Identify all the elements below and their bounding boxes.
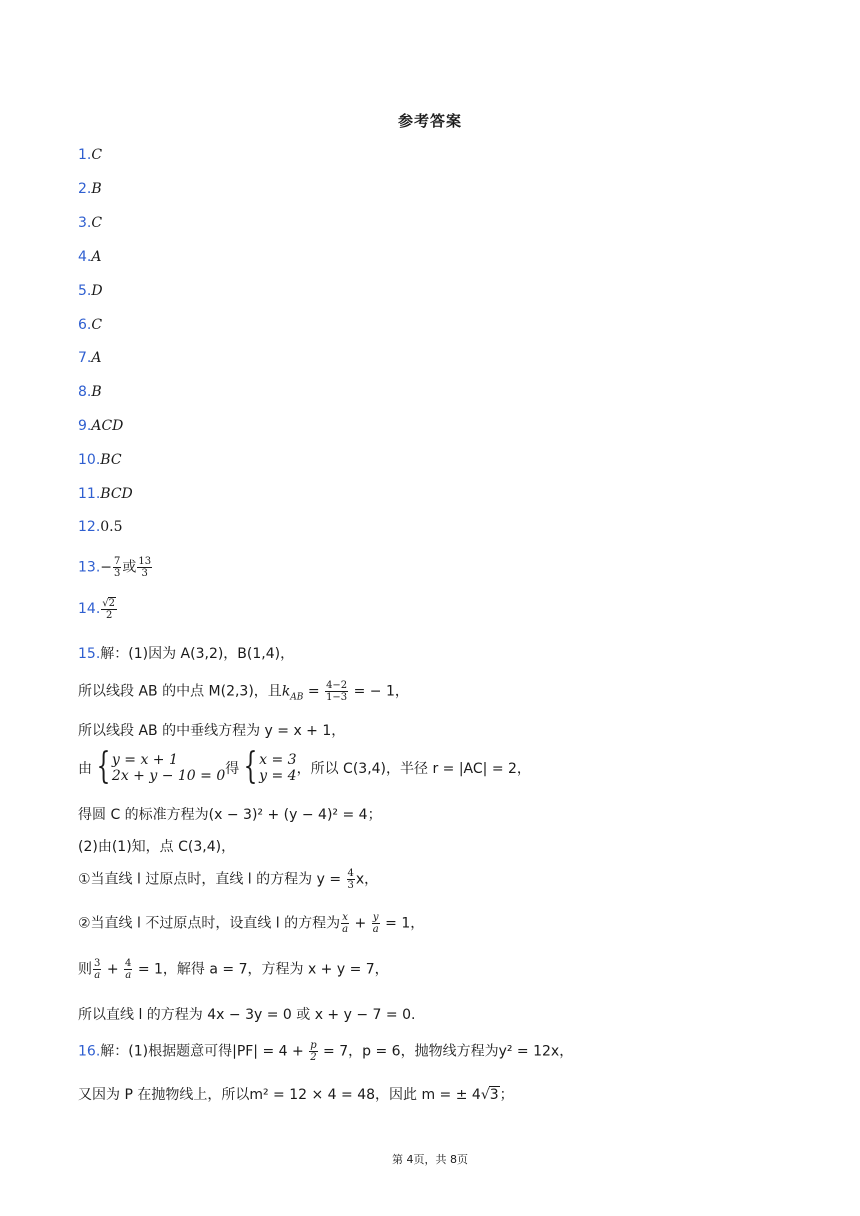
equation-system	[239, 746, 297, 787]
answer-item	[78, 249, 101, 265]
answer-value: C	[91, 215, 103, 231]
q16-line-1	[78, 1040, 573, 1063]
brace-icon: {	[243, 746, 258, 787]
denominator: 3	[141, 568, 148, 579]
slope-symbol: k	[281, 683, 291, 700]
q15-line-10	[78, 1004, 415, 1024]
page-footer: 第 4页，共 8页	[392, 1153, 468, 1166]
answer-value: 0.5	[100, 519, 123, 535]
numerator: p	[310, 1040, 317, 1051]
denominator: 2	[105, 610, 113, 621]
answer-value: D	[91, 283, 103, 299]
plus-sign: +	[102, 961, 124, 978]
numerator: √2	[102, 598, 116, 609]
solution-text: 所以线段 AB 的中点 M(2,3)，且	[78, 683, 282, 700]
q15-line-4	[78, 746, 531, 787]
numerator: x	[342, 912, 348, 923]
solution-text: ；	[499, 1087, 514, 1103]
numerator: 7	[114, 556, 121, 567]
answer-item	[78, 147, 102, 163]
fraction	[137, 556, 152, 579]
numerator: 13	[138, 556, 152, 567]
denominator: a	[372, 924, 379, 935]
solution-text: 得	[225, 761, 240, 777]
question-number: 15.	[78, 646, 101, 662]
fraction	[124, 958, 132, 981]
solution-text: 所以线段 AB 的中垂线方程为 y = x + 1，	[78, 723, 346, 739]
question-number: 14.	[78, 601, 101, 617]
question-number: 8.	[78, 384, 92, 400]
radicand: 2	[108, 598, 116, 609]
q15-line-7	[78, 868, 378, 891]
brace-icon: {	[96, 746, 111, 787]
answer-value: A	[91, 350, 102, 366]
solution-text: 由	[78, 761, 92, 777]
slope-subscript: AB	[290, 692, 304, 703]
question-number: 10.	[78, 452, 101, 468]
question-number: 6.	[78, 317, 92, 333]
fraction	[309, 1040, 317, 1063]
radicand: 3	[489, 1087, 499, 1103]
answer-item	[78, 350, 101, 366]
system-equation: y = x + 1	[111, 752, 178, 768]
q15-line-8	[78, 912, 424, 935]
fraction	[341, 912, 349, 935]
denominator: 1−3	[326, 692, 348, 703]
solution-text: ，所以 C(3,4)，半径 r = |AC| = 2，	[296, 761, 531, 777]
solution-text: 所以直线 l 的方程为 4x − 3y = 0 或 x + y − 7 = 0.	[78, 1007, 416, 1023]
question-number: 16.	[78, 1043, 101, 1060]
solution-text: 则	[78, 961, 92, 978]
denominator: 3	[347, 880, 354, 891]
answer-value: A	[91, 249, 102, 265]
fraction	[101, 597, 117, 621]
or-text: 或	[122, 559, 137, 576]
solution-text: 解：(1)根据题意可得|PF| = 4 +	[100, 1043, 309, 1060]
solution-text: = − 1，	[349, 683, 409, 700]
answer-value: ACD	[91, 418, 124, 434]
solution-text: = 1，解得 a = 7，方程为 x + y = 7，	[133, 961, 389, 978]
solution-text: = 1，	[380, 915, 425, 932]
q15-line-2	[78, 680, 409, 703]
answer-value: BC	[100, 452, 122, 468]
solution-text: = 7，p = 6，抛物线方程为y² = 12x，	[318, 1043, 574, 1060]
question-number: 1.	[78, 147, 92, 163]
equation-system	[92, 746, 226, 787]
answer-item	[78, 384, 102, 400]
answer-value: C	[91, 147, 103, 163]
q15-line-9	[78, 958, 389, 981]
question-number: 12.	[78, 519, 101, 535]
q15-line-1	[78, 643, 294, 663]
answer-value: B	[91, 384, 102, 400]
numerator: y	[372, 912, 379, 923]
answer-item	[78, 317, 102, 333]
page-title: 参考答案	[397, 112, 462, 130]
solution-text: (2)由(1)知，点 C(3,4)，	[78, 839, 236, 855]
answer-value: BCD	[100, 486, 133, 502]
question-number: 9.	[78, 418, 92, 434]
answer-item	[78, 486, 133, 502]
answer-item	[78, 452, 122, 468]
question-number: 3.	[78, 215, 92, 231]
system-equation: x = 3	[259, 752, 297, 768]
numerator: 3	[94, 958, 101, 969]
denominator: 2	[310, 1052, 317, 1063]
answer-item	[78, 283, 103, 299]
question-number: 13.	[78, 559, 101, 576]
question-number: 11.	[78, 486, 101, 502]
question-number: 2.	[78, 181, 92, 197]
numerator: 4	[347, 868, 354, 879]
denominator: a	[94, 970, 101, 981]
minus-sign: −	[100, 559, 112, 576]
system-equation: y = 4	[259, 768, 297, 784]
answer-14	[78, 597, 118, 621]
fraction	[325, 680, 348, 703]
answer-item	[78, 181, 102, 197]
question-number: 4.	[78, 249, 92, 265]
fraction	[93, 958, 101, 981]
fraction	[347, 868, 355, 891]
denominator: a	[342, 924, 349, 935]
q15-line-5	[78, 804, 382, 824]
q16-line-2: 又因为 P 在抛物线上，所以m² = 12 × 4 = 48，因此 m = ± 4√3；	[78, 1087, 514, 1103]
answer-value: C	[91, 317, 103, 333]
solution-text: ②当直线 l 不过原点时，设直线 l 的方程为	[78, 915, 341, 932]
equals-sign: =	[303, 683, 325, 700]
solution-text: 又因为 P 在抛物线上，所以m² = 12 × 4 = 48，因此 m = ± 4	[78, 1087, 481, 1103]
answer-item	[78, 215, 102, 231]
solution-text: x，	[355, 871, 379, 888]
question-number: 5.	[78, 283, 92, 299]
answer-13	[78, 556, 153, 579]
denominator: a	[125, 970, 132, 981]
q15-line-6	[78, 836, 235, 856]
numerator: 4−2	[326, 680, 348, 691]
solution-text: 解：(1)因为 A(3,2)，B(1,4)，	[100, 646, 295, 662]
plus-sign: +	[350, 915, 371, 932]
answer-item	[78, 519, 123, 535]
denominator: 3	[114, 568, 121, 579]
solution-text: 得圆 C 的标准方程为(x − 3)² + (y − 4)² = 4；	[78, 807, 382, 823]
fraction	[372, 912, 380, 935]
fraction	[113, 556, 121, 579]
q15-line-3	[78, 720, 345, 740]
answer-item	[78, 418, 123, 434]
solution-text: ①当直线 l 过原点时，直线 l 的方程为 y =	[78, 871, 346, 888]
system-equation: 2x + y − 10 = 0	[111, 768, 226, 784]
numerator: 4	[125, 958, 132, 969]
question-number: 7.	[78, 350, 92, 366]
answer-value: B	[91, 181, 102, 197]
